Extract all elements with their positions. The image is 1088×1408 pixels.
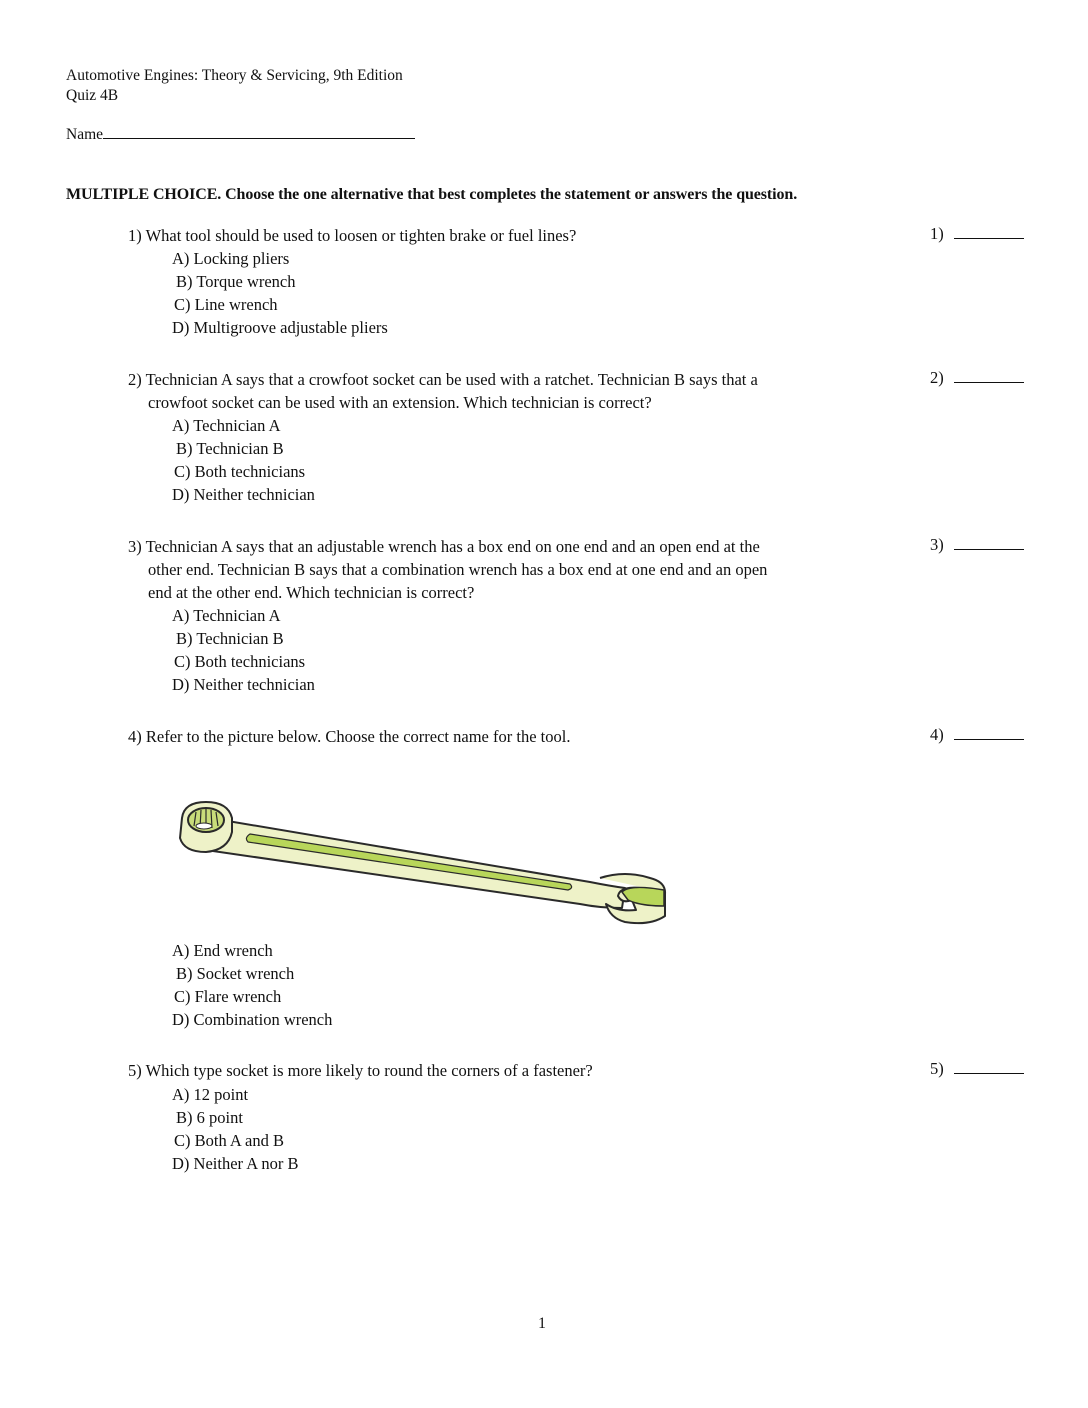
answer-number: 3) (930, 535, 944, 554)
answer-number: 1) (930, 224, 944, 243)
instructions: MULTIPLE CHOICE. Choose the one alternative that best completes the statement or answers the question. (66, 186, 798, 203)
option[interactable]: D) Combination wrench (172, 1010, 333, 1029)
page-number: 1 (538, 1315, 546, 1332)
answer-slot-3[interactable] (930, 535, 1024, 555)
option[interactable]: B) Socket wrench (176, 964, 295, 983)
answer-blank[interactable] (954, 226, 1024, 239)
option[interactable]: A) Technician A (172, 416, 281, 435)
answer-slot-2[interactable] (930, 368, 1024, 388)
option[interactable]: C) Flare wrench (174, 987, 282, 1006)
question-text: other end. Technician B says that a combination wrench has a box end at one end and an open (148, 560, 768, 579)
answer-slot-1[interactable] (930, 224, 1024, 244)
question-3 (128, 535, 888, 604)
question-text: crowfoot socket can be used with an extension. Which technician is correct? (148, 393, 652, 412)
option[interactable]: C) Both technicians (174, 652, 306, 671)
question-text: 5) Which type socket is more likely to round the corners of a fastener? (128, 1061, 593, 1080)
question-text: end at the other end. Which technician is correct? (148, 583, 475, 602)
question-text: 3) Technician A says that an adjustable wrench has a box end on one end and an open end at the (128, 537, 760, 556)
question-1 (128, 224, 888, 247)
answer-number: 2) (930, 368, 944, 387)
option[interactable]: A) End wrench (172, 941, 273, 960)
option[interactable]: D) Neither A nor B (172, 1154, 299, 1173)
quiz-label: Quiz 4B (66, 87, 119, 104)
option[interactable]: D) Neither technician (172, 675, 315, 694)
option[interactable]: C) Line wrench (174, 295, 278, 314)
option[interactable]: C) Both technicians (174, 462, 306, 481)
option[interactable]: B) 6 point (176, 1108, 243, 1127)
answer-number: 4) (930, 725, 944, 744)
answer-number: 5) (930, 1059, 944, 1078)
option[interactable]: C) Both A and B (174, 1131, 285, 1150)
answer-blank[interactable] (954, 537, 1024, 550)
answer-slot-5[interactable] (930, 1059, 1024, 1079)
question-4 (128, 725, 888, 748)
option[interactable]: B) Torque wrench (176, 272, 296, 291)
question-2 (128, 368, 888, 414)
answer-slot-4[interactable] (930, 725, 1024, 745)
option[interactable]: A) 12 point (172, 1085, 249, 1104)
question-text: 4) Refer to the picture below. Choose the correct name for the tool. (128, 727, 571, 746)
answer-blank[interactable] (954, 727, 1024, 740)
name-field[interactable] (66, 124, 415, 145)
option[interactable]: B) Technician B (176, 629, 284, 648)
document-title: Automotive Engines: Theory & Servicing, 9th Edition (66, 67, 403, 84)
answer-blank[interactable] (954, 370, 1024, 383)
name-blank-line[interactable] (103, 124, 415, 139)
name-label: Name (66, 126, 104, 143)
answer-blank[interactable] (954, 1061, 1024, 1074)
option[interactable]: A) Locking pliers (172, 249, 290, 268)
option[interactable]: D) Multigroove adjustable pliers (172, 318, 388, 337)
combination-wrench-illustration (170, 796, 670, 936)
option[interactable]: B) Technician B (176, 439, 284, 458)
question-text: 1) What tool should be used to loosen or tighten brake or fuel lines? (128, 226, 577, 245)
option[interactable]: A) Technician A (172, 606, 281, 625)
question-5 (128, 1059, 888, 1082)
option[interactable]: D) Neither technician (172, 485, 315, 504)
question-text: 2) Technician A says that a crowfoot socket can be used with a ratchet. Technician B says that a (128, 370, 758, 389)
